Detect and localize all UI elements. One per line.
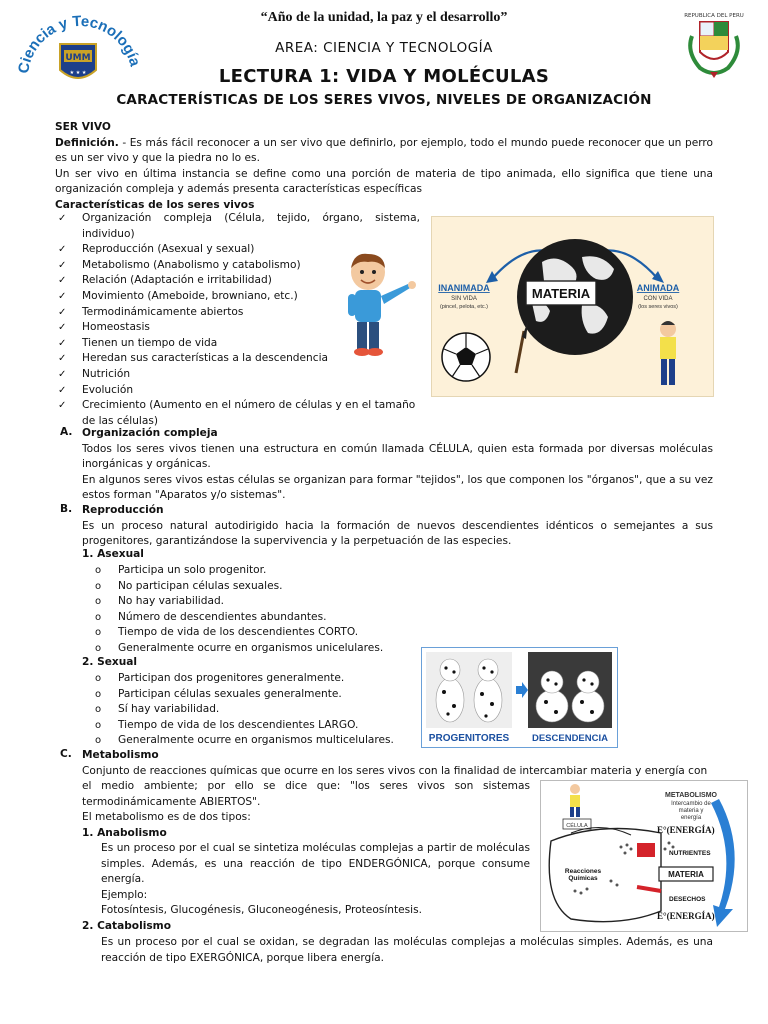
asexual-title: 1. Asexual — [82, 548, 144, 560]
section-a-letter: A. — [60, 426, 73, 438]
anabolismo-title: 1. Anabolismo — [82, 826, 167, 839]
list-item: ✓ Reproducción (Asexual y sexual) — [55, 242, 420, 258]
inanimada-examples: (pincel, pelota, etc.) — [440, 304, 488, 310]
metab-sub2: materia y — [678, 808, 704, 814]
section-a — [82, 426, 713, 504]
list-item: o Participan dos progenitores generalmente. — [82, 671, 422, 687]
inanimada-label: INANIMADA — [438, 283, 490, 293]
list-item: o No participan células sexuales. — [82, 579, 422, 595]
section-c-p1c: termodinámicamente ABIERTOS". — [82, 795, 261, 808]
logo-badge: UMM — [65, 53, 91, 63]
list-item: ✓ Organización compleja (Célula, tejido, órgano, sistema, individuo) — [55, 211, 420, 242]
reactions-label-2: Químicas — [568, 875, 598, 882]
intro-section — [55, 120, 713, 214]
definition-paragraph — [55, 136, 713, 167]
boy-illustration — [338, 250, 422, 358]
section-c-title: Metabolismo — [82, 749, 159, 761]
crest-caption: REPUBLICA DEL PERU — [684, 13, 744, 19]
intro-paragraph: Un ser vivo en última instancia se define como una porción de materia de tipo animada, ello significa que tiene una organización compleja y además presenta características específicas — [55, 167, 713, 196]
list-item: ✓ Evolución — [55, 383, 420, 399]
area-title: AREA: CIENCIA Y TECNOLOGÍA — [275, 40, 493, 56]
list-item: o Generalmente ocurre en organismos unicelulares. — [82, 641, 422, 657]
anabolismo-line2: simples. Además, es una reacción de tipo ENDERGÓNICA, porque consume — [101, 857, 530, 870]
cell-label: CÉLULA — [566, 823, 588, 829]
section-b — [82, 503, 713, 550]
section-b-p1: Es un proceso natural autodirigido hacia la formación de nuevos descendientes idénticos o semejantes a sus progenitores, garantizándose la supervivencia y la perpetuación de las especies. — [82, 519, 713, 548]
waste-label: DESECHOS — [669, 896, 706, 903]
list-item: o Tiempo de vida de los descendientes LARGO. — [82, 718, 422, 734]
section-b-title: Reproducción — [82, 504, 164, 516]
metabolism-diagram — [540, 780, 748, 932]
section-c-text — [82, 779, 530, 841]
anabolismo-text — [101, 841, 530, 919]
list-item: o Sí hay variabilidad. — [82, 702, 422, 718]
asexual-list — [82, 563, 422, 657]
sexual-title: 2. Sexual — [82, 656, 138, 668]
energy-out-label: E°(ENERGÍA) — [657, 911, 715, 921]
definition-text: - Es más fácil reconocer a un ser vivo que definirlo, por ejemplo, todo el mundo puede reconocer que un perro es un ser vivo y que la piedra no lo es. — [55, 136, 713, 165]
lecture-name: VIDA Y MOLÉCULAS — [346, 66, 550, 87]
list-item: o Participan células sexuales generalmente. — [82, 687, 422, 703]
catabolismo-title: 2. Catabolismo — [82, 920, 171, 932]
section-a-p1: Todos los seres vivos tienen una estructura en común llamada CÉLULA, quien esta formada por diversas moléculas inorgánicas y orgánicas. — [82, 442, 713, 471]
progenitores-caption: PROGENITORES — [428, 733, 510, 744]
con-vida-label: CON VIDA — [643, 296, 673, 302]
section-a-p2: En algunos seres vivos estas células se organizan para formar "tejidos", los que componen los "órganos", que a su vez estos forman "Aparatos y/o sistemas". — [82, 473, 713, 502]
ser-vivo-heading: SER VIVO — [55, 121, 111, 133]
list-item: ✓ Relación (Adaptación e irritabilidad) — [55, 273, 420, 289]
list-item: o Generalmente ocurre en organismos multicelulares. — [82, 733, 422, 749]
list-item: ✓ Heredan sus características a la descendencia — [55, 351, 420, 367]
section-c-p1b: el medio ambiente; por ello se dice que: "los seres vivos son sistemas — [82, 780, 530, 792]
metab-title: METABOLISMO — [665, 792, 717, 799]
metab-sub3: energía — [680, 815, 702, 821]
lecture-prefix: LECTURA 1: — [218, 66, 340, 87]
list-item: ✓ Termodinámicamente abiertos — [55, 305, 420, 321]
section-c-p1a: Conjunto de reacciones químicas que ocurre en los seres vivos con la finalidad de intercambiar materia y energía con — [82, 764, 708, 777]
section-c-letter: C. — [60, 748, 72, 760]
section-a-title: Organización compleja — [82, 427, 218, 439]
list-item: o No hay variabilidad. — [82, 594, 422, 610]
reactions-label-1: Reacciones — [564, 868, 602, 875]
animada-examples: (los seres vivos) — [638, 304, 678, 310]
characteristics-heading: Características de los seres vivos — [55, 198, 255, 211]
lecture-title — [0, 66, 768, 87]
anabolismo-line3: energía. — [101, 873, 145, 886]
section-c — [82, 748, 713, 779]
list-item: o Participa un solo progenitor. — [82, 563, 422, 579]
reproduction-image — [421, 647, 618, 748]
list-item: ✓ Metabolismo (Anabolismo y catabolismo) — [55, 258, 420, 274]
list-item: ✓ Nutrición — [55, 367, 420, 383]
anabolismo-line1: Es un proceso por el cual se sintetiza moléculas complejas a partir de moléculas — [101, 842, 530, 854]
list-item: o Tiempo de vida de los descendientes CORTO. — [82, 625, 422, 641]
definition-label: Definición. — [55, 136, 119, 149]
motto: “Año de la unidad, la paz y el desarrollo” — [260, 10, 508, 25]
list-item: ✓ Homeostasis — [55, 320, 420, 336]
energy-in-label: E°(ENERGÍA) — [657, 825, 715, 835]
sin-vida-label: SIN VIDA — [451, 296, 477, 302]
descendencia-caption: DESCENDENCIA — [531, 733, 609, 744]
svg-text:★ ★ ★: ★ ★ ★ — [69, 70, 87, 76]
list-item: o Número de descendientes abundantes. — [82, 610, 422, 626]
nutrients-label: NUTRIENTES — [669, 850, 711, 857]
materia-box-label: MATERIA — [668, 870, 704, 879]
materia-label: MATERIA — [531, 286, 591, 301]
materia-diagram — [431, 216, 714, 397]
list-item: ✓ Tienen un tiempo de vida — [55, 336, 420, 352]
animada-label: ANIMADA — [636, 283, 680, 293]
metab-sub1: Intercambio de — [671, 801, 711, 807]
logo-text: Ciencia y Tecnología — [15, 12, 142, 75]
list-item: ✓ Movimiento (Ameboide, browniano, etc.) — [55, 289, 420, 305]
page-subtitle: CARACTERÍSTICAS DE LOS SERES VIVOS, NIVELES DE ORGANIZACIÓN — [116, 92, 652, 108]
catabolismo-paragraph: Es un proceso por el cual se oxidan, se degradan las moléculas complejas a moléculas simples. Además, es una reacción de tipo EXERGÓNICA, porque libera energía. — [101, 936, 713, 964]
anabolismo-line5: Fotosíntesis, Glucogénesis, Gluconeogénesis, Proteosíntesis. — [101, 904, 422, 917]
section-b-letter: B. — [60, 503, 73, 515]
list-item: ✓ Crecimiento (Aumento en el número de células y en el tamaño de las células) — [55, 398, 420, 429]
anabolismo-line4: Ejemplo: — [101, 888, 148, 901]
section-c-p2: El metabolismo es de dos tipos: — [82, 811, 251, 824]
sexual-list — [82, 671, 422, 749]
